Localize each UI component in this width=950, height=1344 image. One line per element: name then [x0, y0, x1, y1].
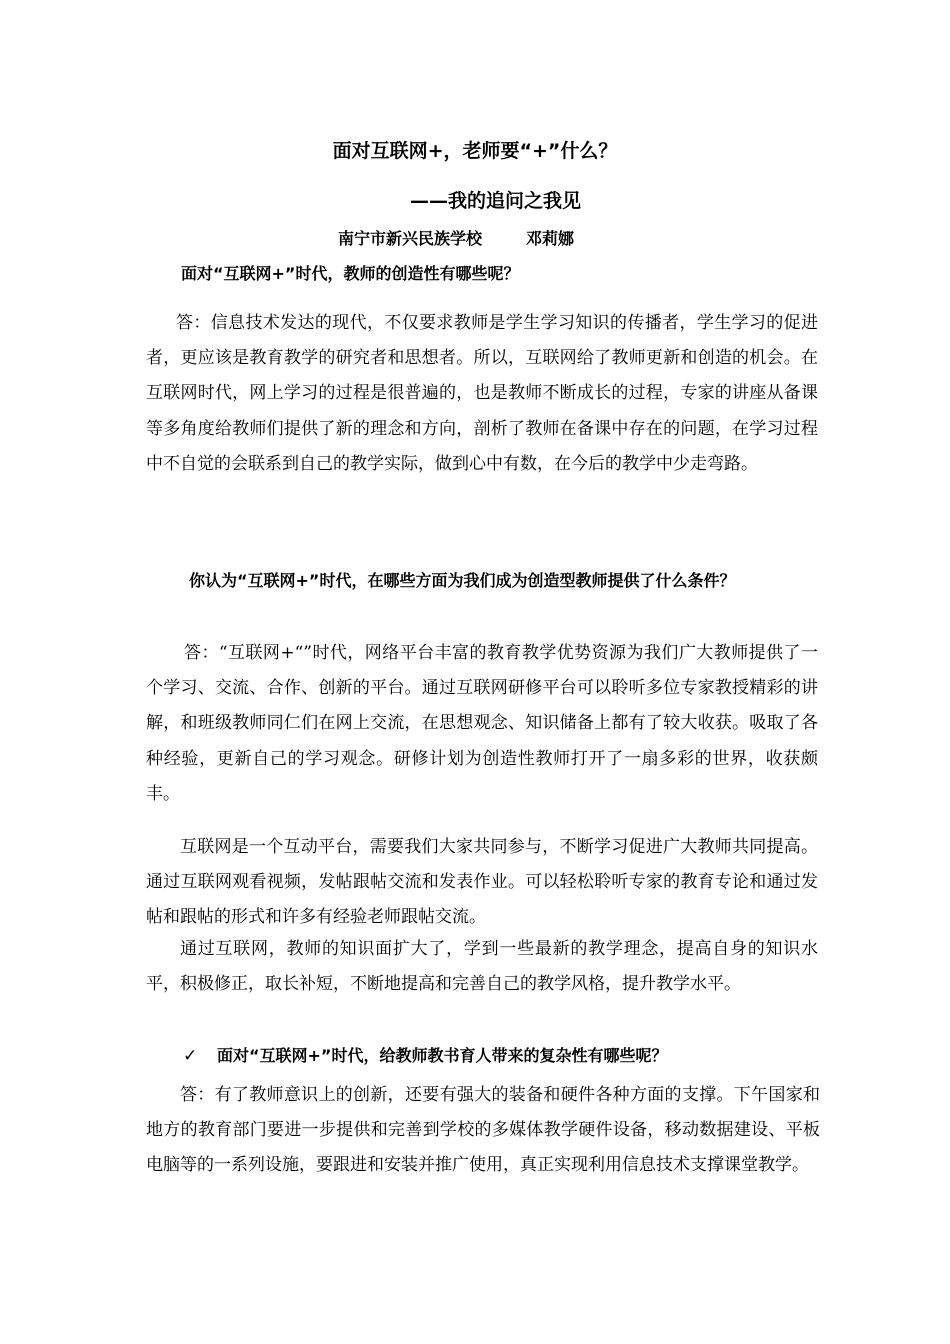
- question-2: 你认为“互联网+”时代，在哪些方面为我们成为创造型教师提供了什么条件？: [189, 571, 736, 590]
- question-1: 面对“互联网+”时代，教师的创造性有哪些呢？: [181, 264, 520, 283]
- answer-1: 答：信息技术发达的现代，不仅要求教师是学生学习知识的传播者，学生学习的促进者，更应该是教育教学的研究者和思想者。所以，互联网给了教师更新和创造的机会。在互联网时代，网上学习的过程是很普遍的，也是教师不断成长的过程，专家的讲座从备课等多角度给教师们提供了新的理念和方向，剖析了教师在备课中存在的问题，在学习过程中不自觉的会联系到自己的教学实际，做到心中有数，在今后的教学中少走弯路。: [146, 313, 818, 474]
- document-title: 面对互联网+，老师要“+”什么？: [332, 140, 618, 162]
- byline: [338, 227, 574, 251]
- answer-2-paragraph-3: 通过互联网，教师的知识面扩大了，学到一些最新的教学理念，提高自身的知识水平，积极修正，取长补短，不断地提高和完善自己的教学风格，提升教学水平。: [146, 939, 818, 995]
- checkmark-icon: ✓: [183, 1046, 198, 1066]
- author-name: 邓莉娜: [526, 229, 575, 248]
- question-3-text: 面对“互联网+”时代，给教师教书育人带来的复杂性有哪些呢？: [217, 1046, 668, 1065]
- school-name: 南宁市新兴民族学校: [338, 229, 483, 248]
- answer-2-paragraph-2: 互联网是一个互动平台，需要我们大家共同参与，不断学习促进广大教师共同提高。通过互联网观看视频，发帖跟帖交流和发表作业。可以轻松聆听专家的教育专论和通过发帖和跟帖的形式和许多有经验老师跟帖交流。: [146, 837, 818, 928]
- answer-2-paragraph-1: 答：“互联网+“”时代，网络平台丰富的教育教学优势资源为我们广大教师提供了一个学习、交流、合作、创新的平台。通过互联网研修平台可以聆听多位专家教授精彩的讲解，和班级教师同仁们在网上交流，在思想观念、知识储备上都有了较大收获。吸取了各种经验，更新自己的学习观念。研修计划为创造性教师打开了一扇多彩的世界，收获颇丰。: [146, 643, 818, 804]
- answer-3: 答：有了教师意识上的创新，还要有强大的装备和硬件各种方面的支撑。下午国家和地方的教育部门要进一步提供和完善到学校的多媒体教学硬件设备，移动数据建设、平板电脑等的一系列设施，要跟进和安装并推广使用，真正实现利用信息技术支撑课堂教学。: [146, 1085, 820, 1176]
- document-subtitle: ——我的追问之我见: [410, 190, 582, 212]
- question-3: [183, 1040, 667, 1072]
